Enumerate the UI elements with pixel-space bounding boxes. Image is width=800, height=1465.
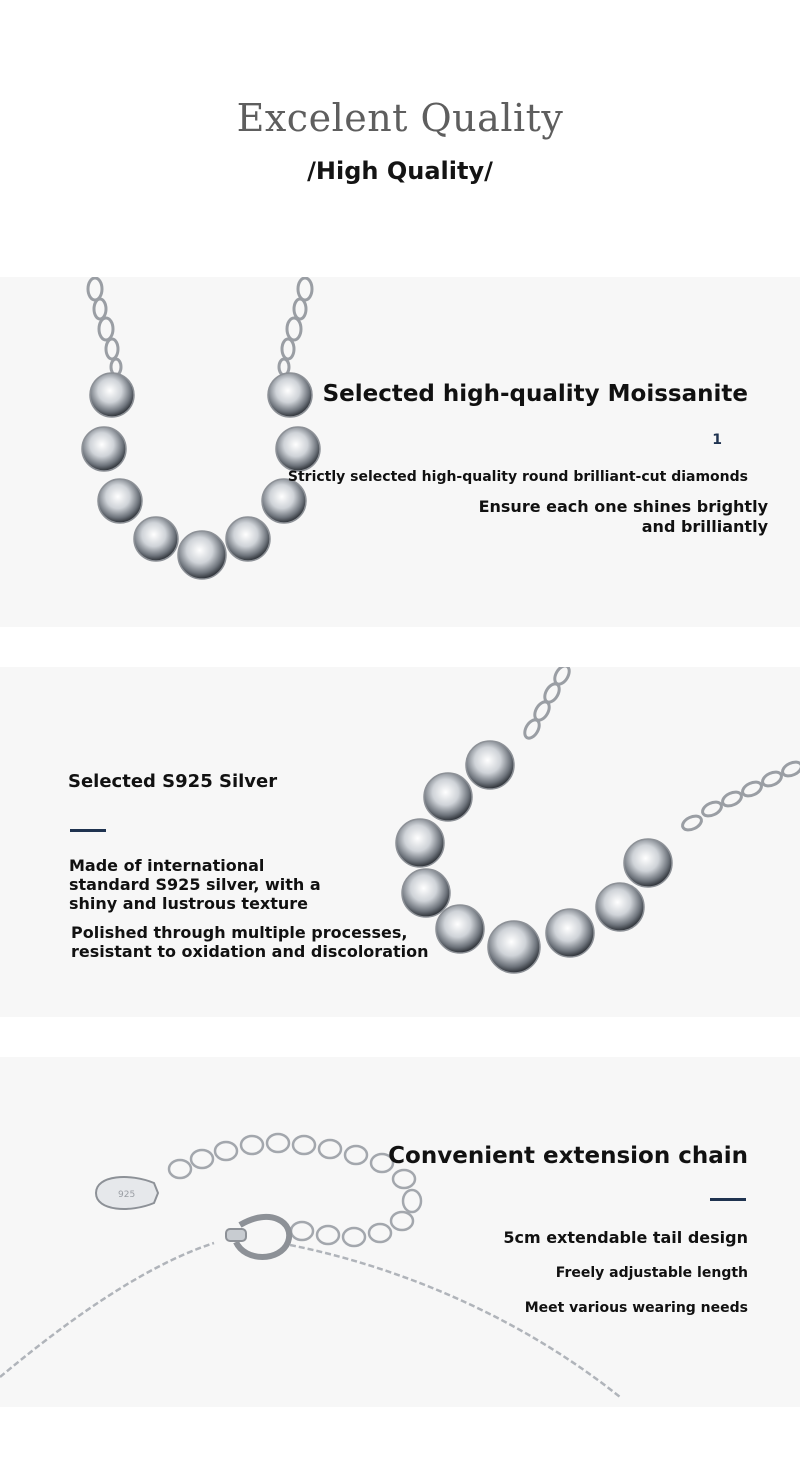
description-line: and brilliantly (641, 517, 768, 536)
extension-section (0, 1057, 800, 1407)
section-heading: Convenient extension chain (388, 1143, 748, 1169)
page-title: Excelent Quality (236, 96, 564, 140)
description-line: Freely adjustable length (555, 1265, 748, 1281)
header (0, 0, 800, 277)
description-line: shiny and lustrous texture (69, 894, 309, 913)
section-divider (0, 1017, 800, 1057)
description-paragraph (71, 923, 429, 961)
description-line: Ensure each one shines brightly (478, 497, 768, 516)
description-line: Made of international (69, 856, 265, 875)
description-line: Meet various wearing needs (524, 1300, 748, 1316)
section-heading: Selected high-quality Moissanite (322, 381, 748, 407)
necklace-angled-image (380, 667, 800, 1017)
page-subtitle: /High Quality/ (307, 157, 493, 185)
description-line: resistant to oxidation and discoloration (71, 942, 429, 961)
description-line: standard S925 silver, with a (69, 875, 321, 894)
moissanite-section (0, 277, 800, 627)
section-divider (0, 627, 800, 667)
page-footer-space (0, 1407, 800, 1465)
description-paragraph (69, 856, 321, 913)
marker-text: 1 (712, 432, 722, 448)
description-line: 5cm extendable tail design (503, 1228, 748, 1247)
description-line: Strictly selected high-quality round brilliant-cut diamonds (287, 469, 748, 485)
section-heading: Selected S925 Silver (68, 771, 278, 792)
accent-rule (710, 1198, 746, 1201)
silver-section (0, 667, 800, 1017)
description-line: Polished through multiple processes, (71, 923, 408, 942)
silver-tag-text: 925 (118, 1190, 136, 1200)
necklace-u-image (0, 277, 340, 627)
accent-rule (70, 829, 106, 832)
